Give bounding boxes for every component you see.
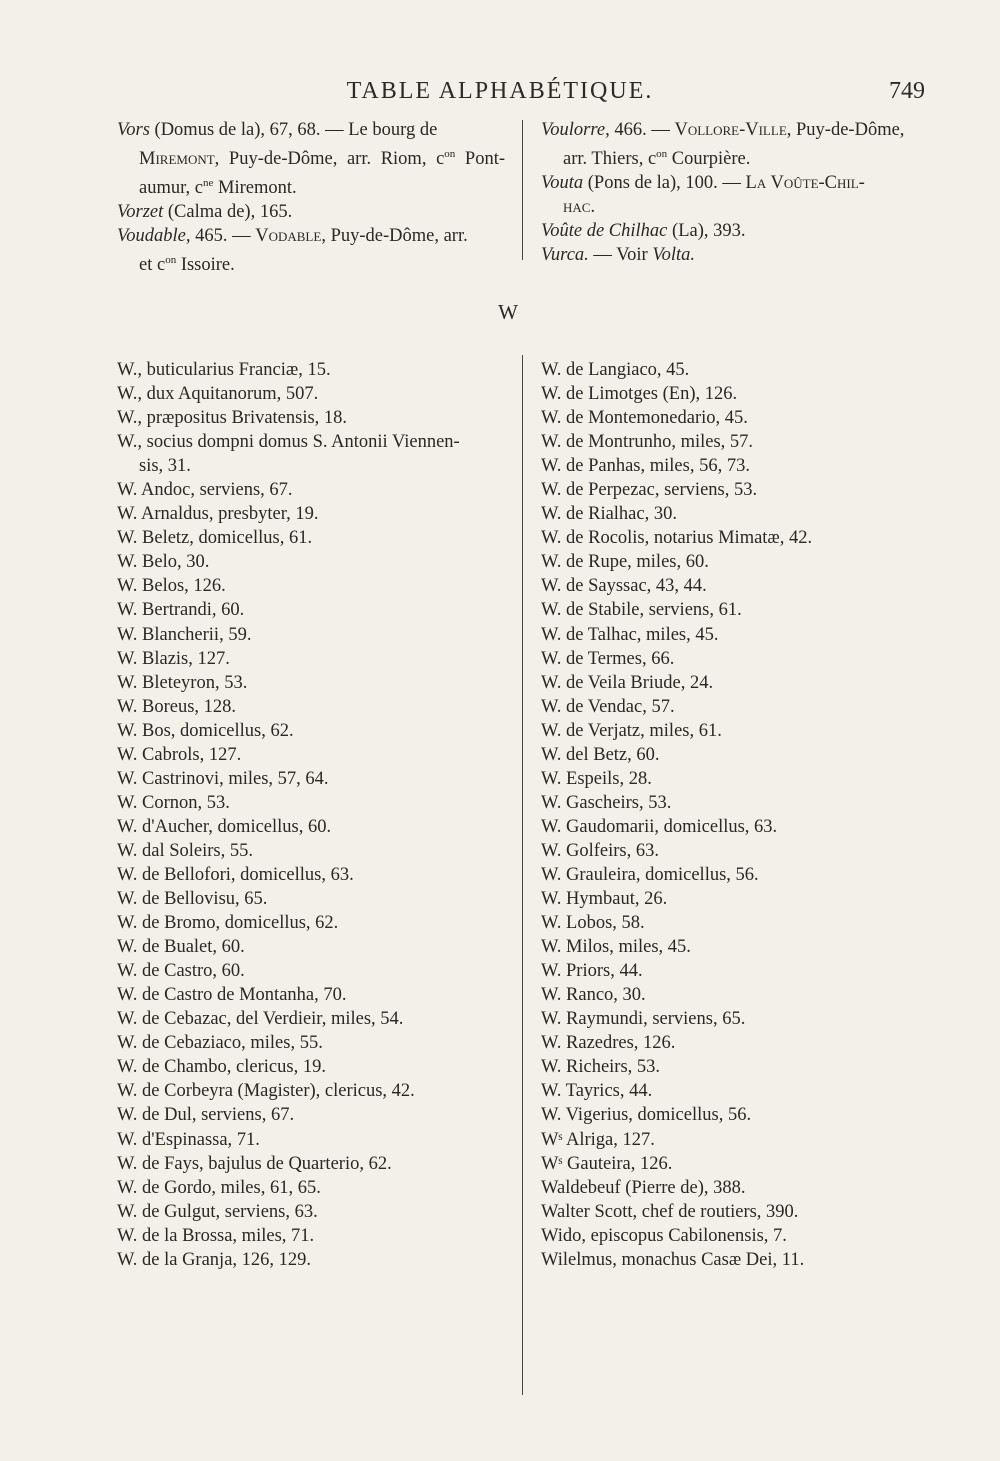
index-entry: Wˢ Gauteira, 126.: [541, 1153, 673, 1174]
section-letter: W: [498, 300, 518, 324]
index-entry: Voûte de Chilhac (La), 393.: [541, 221, 746, 242]
index-entry: W. de la Granja, 126, 129.: [117, 1249, 312, 1270]
entry-headword: Vorzet: [117, 202, 164, 223]
index-entry: W. Arnaldus, presbyter, 19.: [117, 504, 319, 525]
index-entry: Vurca. — Voir Volta.: [541, 245, 696, 266]
index-entry: W. de Veila Briude, 24.: [541, 672, 714, 693]
index-entry: W. de Sayssac, 43, 44.: [541, 576, 707, 597]
index-entry: W. Cabrols, 127.: [117, 744, 242, 765]
index-entry: W. Blazis, 127.: [117, 648, 230, 669]
index-entry: W. Golfeirs, 63.: [541, 840, 660, 861]
index-entry: W. de Castro, 60.: [117, 961, 245, 982]
index-entry: W. de Montemonedario, 45.: [541, 408, 748, 429]
index-entry: W. de Verjatz, miles, 61.: [541, 720, 722, 741]
index-entry: W. de Corbeyra (Magister), clericus, 42.: [117, 1081, 415, 1102]
index-entry: Wilelmus, monachus Casæ Dei, 11.: [541, 1249, 805, 1270]
index-entry: W. Beletz, domicellus, 61.: [117, 528, 313, 549]
entry-headword: Voudable,: [117, 226, 191, 247]
index-entry: W. Belos, 126.: [117, 576, 226, 597]
index-entry: W. de Gordo, miles, 61, 65.: [117, 1177, 321, 1198]
index-entry: W. Razedres, 126.: [541, 1033, 676, 1054]
index-entry: W. de Termes, 66.: [541, 648, 675, 669]
index-entry: W. de Cebaziaco, miles, 55.: [117, 1033, 323, 1054]
index-entry: W. Belo, 30.: [117, 552, 210, 573]
v-entries-left: [117, 118, 505, 277]
index-entry: W. del Betz, 60.: [541, 744, 660, 765]
index-entry: W. Gaudomarii, domicellus, 63.: [541, 816, 778, 837]
index-entry: W. de Bualet, 60.: [117, 937, 245, 958]
index-entry: W. Grauleira, domicellus, 56.: [541, 864, 759, 885]
index-entry: W. de Rialhac, 30.: [541, 504, 677, 525]
index-entry: W. de Talhac, miles, 45.: [541, 624, 719, 645]
index-entry: Waldebeuf (Pierre de), 388.: [541, 1177, 746, 1198]
index-entry: W. de Bromo, domicellus, 62.: [117, 913, 339, 934]
index-entry: W. Ranco, 30.: [541, 985, 646, 1006]
index-entry: W. Hymbaut, 26.: [541, 889, 668, 910]
column-divider-bottom: [522, 355, 523, 1395]
index-entry: W., buticularius Franciæ, 15.: [117, 360, 331, 380]
entry-headword: Vouta: [541, 173, 584, 194]
index-entry: Vouta (Pons de la), 100. — La Voûte-Chil- hac.: [541, 173, 865, 218]
index-entry: Walter Scott, chef de routiers, 390.: [541, 1201, 799, 1222]
index-entry: W. de Langiaco, 45.: [541, 360, 690, 380]
index-entry: W. Boreus, 128.: [117, 696, 237, 717]
index-entry: W. de Rocolis, notarius Mimatæ, 42.: [541, 528, 813, 549]
index-entry: W. d'Aucher, domicellus, 60.: [117, 816, 332, 837]
w-entries-right: [541, 358, 933, 1272]
index-entry: W. Raymundi, serviens, 65.: [541, 1009, 746, 1030]
v-entries-right: [541, 118, 933, 267]
entry-headword: Vurca.: [541, 245, 589, 266]
index-entry: Voudable, 465. — Vodable, Puy-de-Dôme, arr. et $c^{on}$ Issoire.: [117, 226, 468, 276]
index-entry: W. Bleteyron, 53.: [117, 672, 248, 693]
index-entry: W. de Gulgut, serviens, 63.: [117, 1201, 318, 1222]
index-entry: W. de Bellovisu, 65.: [117, 889, 268, 910]
index-entry: W. Bertrandi, 60.: [117, 600, 245, 621]
index-entry: W. de Vendac, 57.: [541, 696, 675, 717]
entry-headword: Vors: [117, 120, 150, 140]
index-entry: sis, 31.: [139, 456, 191, 477]
index-entry: W. de Cebazac, del Verdieir, miles, 54.: [117, 1009, 404, 1030]
index-entry: W. Andoc, serviens, 67.: [117, 480, 293, 501]
index-entry: W. Milos, miles, 45.: [541, 937, 691, 958]
index-entry: W. dal Soleirs, 55.: [117, 840, 254, 861]
index-entry: W. de Rupe, miles, 60.: [541, 552, 709, 573]
index-entry: W. de Dul, serviens, 67.: [117, 1105, 295, 1126]
index-entry: W. de Fays, bajulus de Quarterio, 62.: [117, 1153, 392, 1174]
index-entry: W. Castrinovi, miles, 57, 64.: [117, 768, 329, 789]
index-entry: W. de Chambo, clericus, 19.: [117, 1057, 326, 1078]
index-entry: W. de la Brossa, miles, 71.: [117, 1225, 315, 1246]
index-entry: W. de Bellofori, domicellus, 63.: [117, 864, 354, 885]
index-entry: Vorzet (Calma de), 165.: [117, 202, 293, 223]
w-entries-left: [117, 358, 512, 1272]
index-entry: Wido, episcopus Cabilonensis, 7.: [541, 1225, 787, 1246]
index-entry: W. de Stabile, serviens, 61.: [541, 600, 742, 621]
index-entry: W. Richeirs, 53.: [541, 1057, 661, 1078]
index-entry: Vors (Domus de la), 67, 68. — Le bourg de Miremont, Puy-de-Dôme, arr. Riom, $c^{on}$ Pont-aumur, $c^{ne}$ Miremont.: [117, 120, 506, 199]
index-entry: W. Tayrics, 44.: [541, 1081, 653, 1102]
index-entry: W. Blancherii, 59.: [117, 624, 252, 645]
index-entry: W. de Perpezac, serviens, 53.: [541, 480, 758, 501]
index-entry: W., socius dompni domus S. Antonii Viennen-: [117, 432, 460, 453]
index-entry: W., præpositus Brivatensis, 18.: [117, 408, 348, 429]
index-entry: W. Bos, domicellus, 62.: [117, 720, 294, 741]
page-number: 749: [889, 78, 925, 104]
index-entry: W. de Panhas, miles, 56, 73.: [541, 456, 750, 477]
index-entry: W. Priors, 44.: [541, 961, 643, 982]
index-entry: W. Lobos, 58.: [541, 913, 645, 934]
index-entry: W. de Castro de Montanha, 70.: [117, 985, 347, 1006]
index-entry: W., dux Aquitanorum, 507.: [117, 384, 319, 405]
index-entry: W. d'Espinassa, 71.: [117, 1129, 260, 1150]
index-entry: W. Gascheirs, 53.: [541, 792, 672, 813]
index-entry: W. Vigerius, domicellus, 56.: [541, 1105, 752, 1126]
index-entry: W. Espeils, 28.: [541, 768, 652, 789]
index-entry: W. de Montrunho, miles, 57.: [541, 432, 754, 453]
running-title: TABLE ALPHABÉTIQUE.: [346, 78, 654, 104]
index-entry: Wˢ Alriga, 127.: [541, 1129, 655, 1150]
entry-headword: Voulorre,: [541, 120, 610, 140]
index-entry: W. Cornon, 53.: [117, 792, 230, 813]
entry-headword: Voûte de Chilhac: [541, 221, 668, 242]
index-entry: W. de Limotges (En), 126.: [541, 384, 738, 405]
index-entry: Voulorre, 466. — Vollore-Ville, Puy-de-Dôme, arr. Thiers, $c^{on}$ Courpière.: [541, 120, 905, 170]
column-divider-top: [522, 120, 523, 260]
